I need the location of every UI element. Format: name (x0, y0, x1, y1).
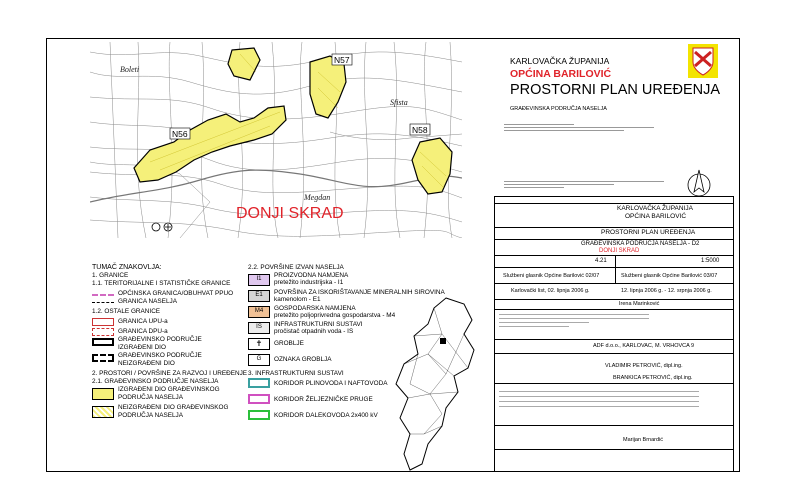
gas-pipeline-swatch (248, 378, 270, 388)
tb-plan: PROSTORNI PLAN UREĐENJA (601, 229, 696, 236)
header-county: KARLOVAČKA ŽUPANIJA (510, 56, 610, 66)
legend-agricultural-title: GOSPODARSKA NAMJENA (274, 305, 356, 312)
cemetery-swatch: ✝ (248, 338, 270, 350)
infrastructure-swatch (248, 322, 270, 334)
header-municipality: OPĆINA BARILOVIĆ (510, 68, 612, 80)
agricultural-symbol: M4 (254, 308, 264, 314)
tb-gazette-2: Službeni glasnik Općine Barilović 03/07 (621, 273, 718, 279)
map-canvas[interactable] (90, 42, 462, 238)
parcel-label-n57: N57 (334, 55, 350, 65)
dpu-boundary-swatch (92, 328, 114, 336)
tb-municipality: OPĆINA BARILOVIĆ (625, 213, 687, 220)
map-handwritten-boleti: Boleti (120, 65, 140, 74)
tb-team-lines (499, 387, 729, 411)
tb-sheet-number: 4.21 (595, 258, 607, 264)
legend-infrastructure-title: INFRASTRUKTURNI SUSTAVI (274, 321, 363, 328)
built-settlement-swatch (92, 388, 114, 400)
built-area-boundary-swatch (92, 338, 114, 346)
unbuilt-area-boundary-swatch (92, 354, 114, 362)
municipal-boundary-swatch (92, 294, 114, 296)
industrial-symbol: I1 (256, 276, 262, 282)
unbuilt-settlement-swatch (92, 406, 114, 418)
legend-infrastructure-desc: pročistač otpadnih voda - IS (274, 328, 354, 335)
settlement-name: DONJI SKRAD (236, 205, 344, 222)
parcel-label-n58: N58 (412, 125, 428, 135)
header-subtitle: GRAĐEVINSKA PODRUČJA NASELJA (510, 106, 607, 112)
legend-section-1-2: 1.2. OSTALE GRANICE (92, 308, 161, 315)
legend-railway: KORIDOR ŽELJEZNIČKE PRUGE (274, 396, 373, 403)
legend-municipal-boundary: OPĆINSKA GRANICA/OBUHVAT PPUO (118, 290, 234, 297)
legend-industrial-title: PROIZVODNA NAMJENA (274, 272, 349, 279)
tb-settlement: DONJI SKRAD (599, 248, 640, 254)
tb-company: ADF d.o.o., KARLOVAC, M. VRHOVCA 9 (593, 343, 695, 349)
infrastructure-symbol: IS (256, 324, 262, 330)
coat-of-arms-icon (688, 44, 718, 78)
legend-section-1-1: 1.1. TERITORIJALNE I STATISTIČKE GRANICE (92, 280, 231, 287)
agricultural-swatch (248, 306, 270, 318)
legend-cemetery-marker: OZNAKA GROBLJA (274, 356, 332, 363)
legend-dpu-boundary: GRANICA DPU-a (118, 328, 168, 335)
legend-upu-boundary: GRANICA UPU-a (118, 318, 168, 325)
legend-cemetery: GROBLJE (274, 340, 304, 347)
legend-section-2: 2. PROSTORI / POVRŠINE ZA RAZVOJ I UREĐENJE (92, 370, 248, 377)
legend-section-3: 3. INFRASTRUKTURNI SUSTAVI (248, 370, 344, 377)
tb-approval-text (499, 311, 649, 330)
map-handwritten-sfista: Sfista (390, 98, 408, 107)
parcel-label-n56: N56 (172, 129, 188, 139)
legend-agricultural-desc: pretežito poljoprivredna gospodarstva - M4 (274, 312, 396, 319)
legend-gas-pipeline: KORIDOR PLINOVODA I NAFTOVODA (274, 380, 388, 387)
railway-swatch (248, 394, 270, 404)
tb-county: KARLOVAČKA ŽUPANIJA (617, 205, 693, 212)
legend-quarry-desc: kamenolom - E1 (274, 296, 321, 303)
north-arrow-icon (686, 168, 712, 198)
cemetery-icon (152, 223, 160, 231)
legend-title: TUMAČ ZNAKOVLJA: (92, 264, 162, 271)
legend-built-area: GRAĐEVINSKO PODRUČJE IZGRAĐENI DIO (118, 336, 202, 351)
tb-gazette-1: Službeni glasnik Općine Barilović 02/07 (503, 273, 600, 279)
legend-unbuilt-area: GRAĐEVINSKO PODRUČJE NEIZGRAĐENI DIO (118, 352, 202, 367)
legend-section-2-2: 2.2. POVRŠINE IZVAN NASELJA (248, 264, 344, 271)
tb-public-2: 12. lipnja 2006 g. - 12. srpnja 2006 g. (621, 288, 712, 294)
upu-boundary-swatch (92, 318, 114, 326)
tb-director: VLADIMIR PETROVIĆ, dipl.ing. (605, 363, 683, 369)
legend-built-settlement: IZGRAĐENI DIO GRAĐEVINSKOG PODRUČJA NASELJA (118, 386, 220, 401)
cemetery-marker-symbol: G (256, 356, 262, 362)
tb-coordinator: BRANKICA PETROVIĆ, dipl.ing. (613, 375, 693, 381)
tb-sheet-name: GRAĐEVINSKA PODRUČJA NASELJA - D2 (581, 241, 700, 247)
legend-industrial-desc: pretežito industrijska - I1 (274, 279, 344, 286)
legend-powerline: KORIDOR DALEKOVODA 2x400 kV (274, 412, 378, 419)
header-plan-title: PROSTORNI PLAN UREĐENJA (510, 82, 721, 98)
title-block (494, 196, 734, 472)
map-handwritten-megdan: Megdan (304, 193, 331, 202)
legend-section-1: 1. GRANICE (92, 272, 129, 279)
tb-official: Irena Marinković (619, 301, 660, 307)
powerline-swatch (248, 410, 270, 420)
industrial-swatch (248, 274, 270, 286)
cemetery-marker-swatch (248, 354, 270, 366)
legend-settlement-boundary: GRANICA NASELJA (118, 298, 177, 305)
settlement-boundary-swatch (92, 302, 114, 303)
tb-public-1: Karlovački list, 02. lipnja 2006 g. (511, 288, 590, 294)
tb-scale: 1:5000 (701, 258, 720, 264)
cadastral-map[interactable] (90, 42, 462, 238)
quarry-symbol: E1 (255, 292, 263, 298)
legend-section-2-1: 2.1. GRAĐEVINSKO PODRUČJE NASELJA (92, 378, 219, 385)
tb-president: Marijan Brnardić (623, 437, 664, 443)
decision-text-block (504, 122, 684, 190)
legend-quarry-title: POVRŠINA ZA ISKORIŠTAVANJE MINERALNIH SIROVINA (274, 289, 445, 296)
quarry-swatch (248, 290, 270, 302)
legend-unbuilt-settlement: NEIZGRAĐENI DIO GRAĐEVINSKOG PODRUČJA NASELJA (118, 404, 229, 419)
